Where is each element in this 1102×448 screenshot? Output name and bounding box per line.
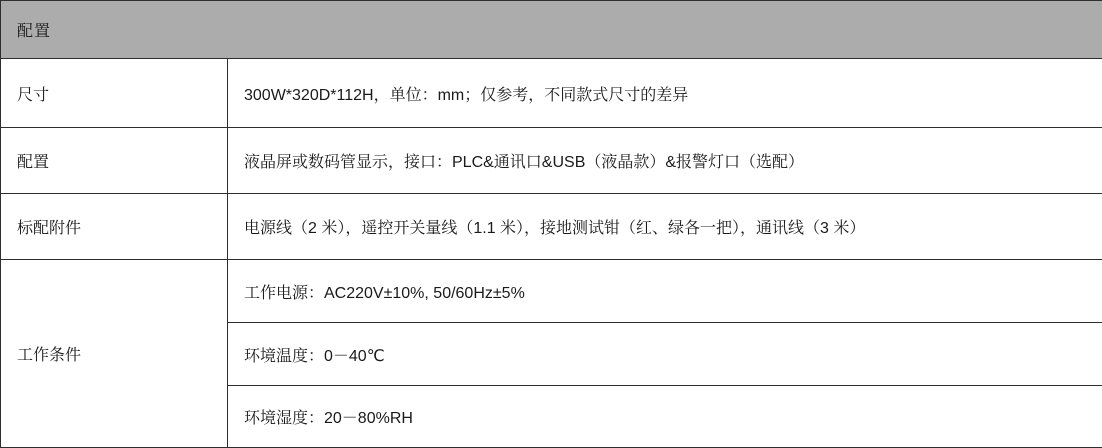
table-header: [1, 1, 1102, 59]
row-configuration-label: 配置: [1, 128, 228, 194]
row-accessories-value: 电源线（2 米），遥控开关量线（1.1 米），接地测试钳（红、绿各一把），通讯线（3 米）: [228, 194, 1102, 260]
row-ambient-temperature-value: 环境温度：0－40℃: [228, 323, 1102, 386]
table-title: 配置: [1, 1, 1102, 59]
row-power-supply-value: 工作电源：AC220V±10%, 50/60Hz±5%: [228, 260, 1102, 323]
table-body: [1, 59, 1102, 448]
row-configuration: [1, 128, 1102, 194]
row-operating-conditions: [1, 260, 1102, 323]
row-dimensions-label: 尺寸: [1, 59, 228, 128]
row-accessories-label: 标配附件: [1, 194, 228, 260]
row-operating-conditions-label: 工作条件: [1, 260, 228, 448]
row-ambient-humidity-value: 环境湿度：20－80%RH: [228, 386, 1102, 448]
row-configuration-value: 液晶屏或数码管显示，接口：PLC&通讯口&USB（液晶款）&报警灯口（选配）: [228, 128, 1102, 194]
row-accessories: [1, 194, 1102, 260]
row-dimensions-value: 300W*320D*112H，单位：mm；仅参考，不同款式尺寸的差异: [228, 59, 1102, 128]
row-dimensions: [1, 59, 1102, 128]
header-row: [1, 1, 1102, 59]
